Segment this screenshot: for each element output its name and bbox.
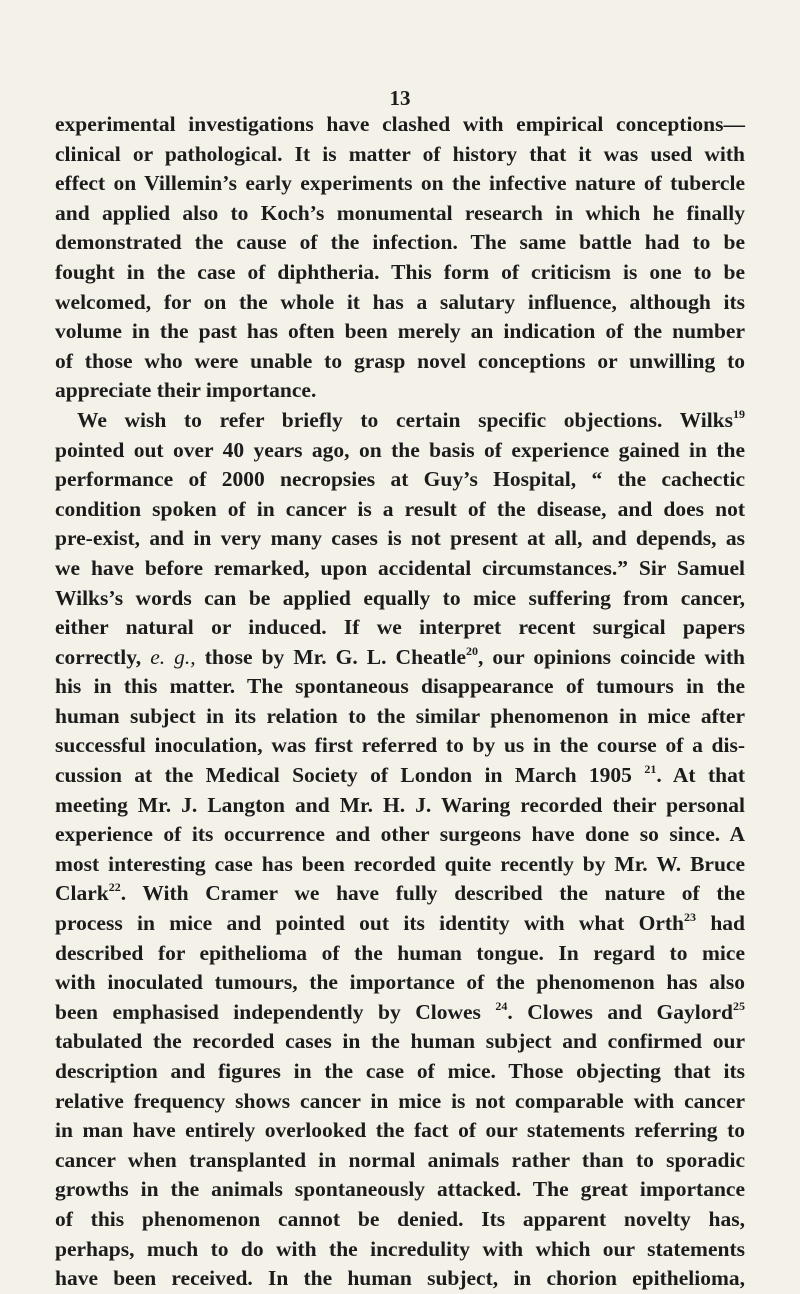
text-line: tabulated the recorded cases in the human subject and confirmed our — [55, 1029, 745, 1054]
text-run: Clark — [55, 881, 109, 906]
text-line: effect on Villemin’s early experiments on the infective nature of tubercle — [55, 171, 745, 196]
text-line: in man have entirely overlooked the fact of our statements referring to — [55, 1118, 745, 1143]
text-line: cancer when transplanted in normal animals rather than to sporadic — [55, 1147, 745, 1172]
text-line: described for epithelioma of the human tongue. In regard to mice — [55, 940, 745, 965]
footnote-ref: 24 — [495, 998, 508, 1013]
text-run: correctly, — [55, 644, 151, 669]
text-line: successful inoculation, was first referred to by us in the course of a dis- — [55, 733, 745, 758]
text-line — [55, 998, 745, 1028]
text-line: volume in the past has often been merely an indication of the number — [55, 319, 745, 344]
text-line — [55, 879, 745, 909]
text-line: of those who were unable to grasp novel conceptions or unwilling to — [55, 348, 745, 373]
text-line — [55, 761, 745, 791]
text-run: . With Cramer we have fully described the nature of the — [120, 881, 745, 906]
text-run: , our opinions coincide with — [478, 644, 745, 669]
footnote-ref: 19 — [733, 406, 745, 421]
text-line: appreciate their importance. — [55, 378, 317, 403]
text-line: experimental investigations have clashed with empirical conceptions— — [55, 112, 745, 136]
footnote-ref: 22 — [108, 880, 121, 895]
text-line: experience of its occurrence and other surgeons have done so since. A — [55, 822, 745, 847]
text-run: . At that — [656, 763, 745, 788]
text-line — [55, 406, 745, 436]
body-text — [55, 110, 745, 1294]
text-line: clinical or pathological. It is matter of history that it was used with — [55, 141, 745, 166]
text-line: we have before remarked, upon accidental circumstances.” Sir Samuel — [55, 555, 745, 580]
text-line: have been received. In the human subject, in chorion epithelioma, — [55, 1266, 745, 1291]
text-run: been emphasised independently by Clowes — [55, 999, 496, 1024]
text-line: meeting Mr. J. Langton and Mr. H. J. Waring recorded their personal — [55, 792, 745, 817]
text-line: perhaps, much to do with the incredulity with which our statements — [55, 1236, 745, 1261]
text-line — [55, 643, 745, 673]
footnote-ref: 25 — [732, 998, 745, 1013]
footnote-ref: 20 — [466, 643, 478, 658]
text-line: his in this matter. The spontaneous disappearance of tumours in the — [55, 674, 745, 699]
text-run: had — [696, 911, 746, 936]
text-line: description and figures in the case of mice. Those objecting that its — [55, 1059, 745, 1083]
italic-abbreviation: e. g., — [150, 644, 196, 669]
text-run: those by Mr. G. L. Cheatle — [195, 644, 466, 669]
text-run: . Clowes and Gaylord — [507, 999, 733, 1024]
text-line: fought in the case of diphtheria. This form of criticism is one to be — [55, 259, 745, 284]
text-line: welcomed, for on the whole it has a salutary influence, although its — [55, 289, 745, 314]
text-line: pre-exist, and in very many cases is not present at all, and depends, as — [55, 526, 745, 551]
text-line: condition spoken of in cancer is a result of the disease, and does not — [55, 496, 745, 521]
text-line: of this phenomenon cannot be denied. Its apparent novelty has, — [55, 1206, 745, 1231]
text-line: either natural or induced. If we interpret recent surgical papers — [55, 615, 745, 640]
text-line: human subject in its relation to the similar phenomenon in mice after — [55, 703, 745, 728]
text-line: Wilks’s words can be applied equally to mice suffering from cancer, — [55, 585, 745, 610]
page-number: 13 — [389, 86, 411, 110]
text-line: relative frequency shows cancer in mice is not comparable with cancer — [55, 1088, 745, 1113]
text-run: process in mice and pointed out its identity with what Orth — [55, 911, 685, 936]
footnote-ref: 23 — [684, 910, 697, 925]
text-line: with inoculated tumours, the importance of the phenomenon has also — [55, 970, 745, 995]
text-run: cussion at the Medical Society of London in March 1905 — [55, 763, 645, 788]
text-line: performance of 2000 necropsies at Guy’s Hospital, “ the cachectic — [55, 467, 745, 492]
text-run: We wish to refer briefly to certain specific objections. Wilks — [77, 407, 733, 432]
footnote-ref: 21 — [644, 762, 657, 777]
text-line — [55, 909, 745, 939]
text-line: growths in the animals spontaneously attacked. The great importance — [55, 1177, 745, 1202]
text-line: demonstrated the cause of the infection. The same battle had to be — [55, 230, 745, 255]
text-line: pointed out over 40 years ago, on the basis of experience gained in the — [55, 437, 745, 462]
text-line: most interesting case has been recorded quite recently by Mr. W. Bruce — [55, 851, 745, 876]
text-line: and applied also to Koch’s monumental research in which he finally — [55, 200, 745, 225]
